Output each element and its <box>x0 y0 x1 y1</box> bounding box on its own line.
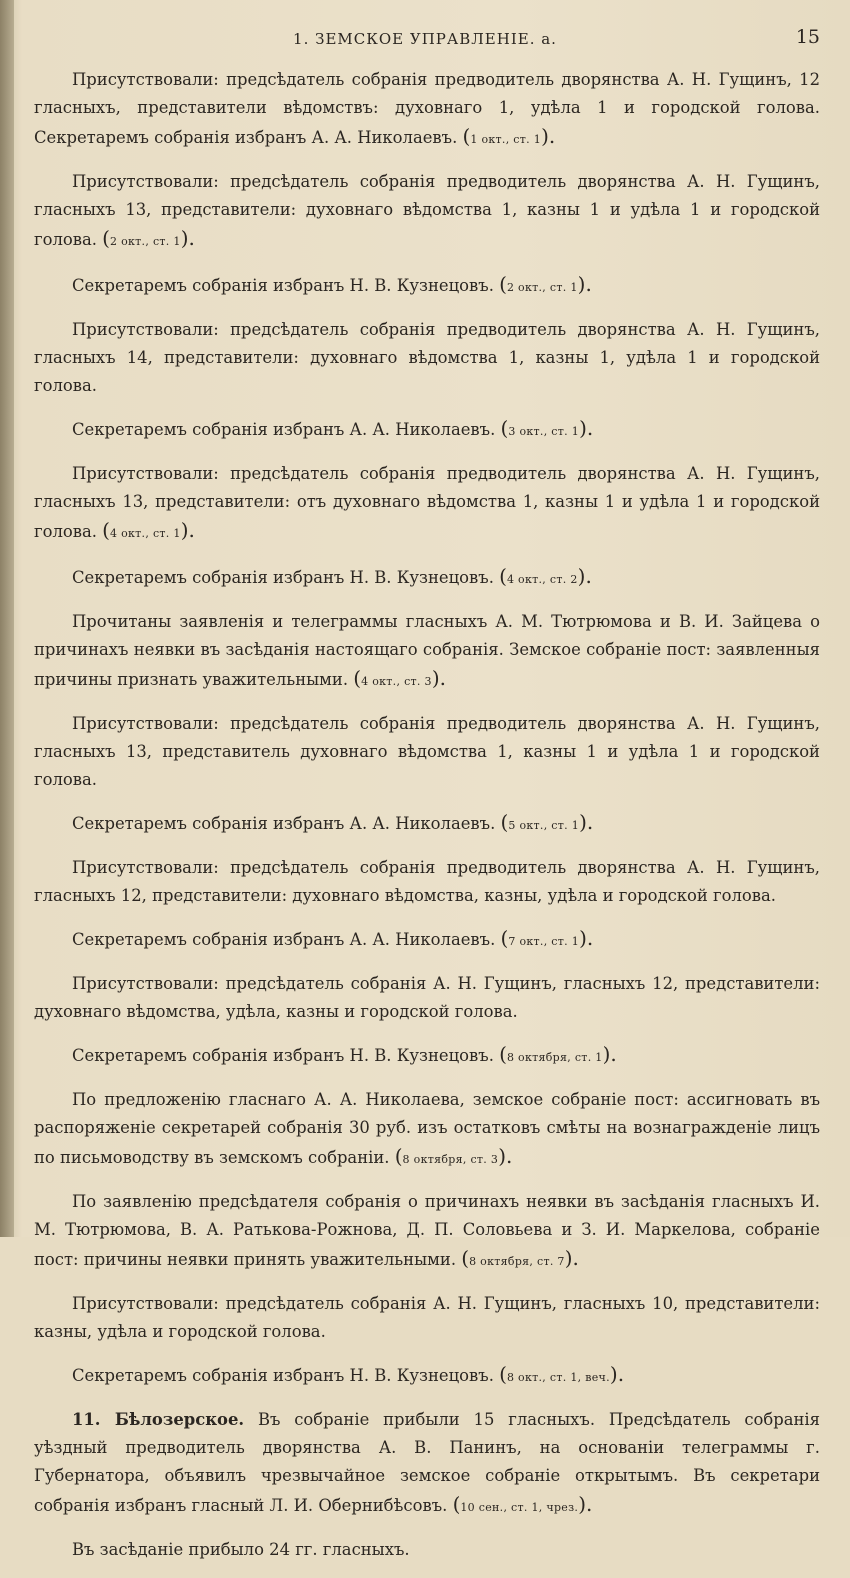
paragraph-text: Присутствовали: предсѣдатель собранія предводитель дворянства А. Н. Гущинъ, гласныхъ 12, представители: духовнаго вѣдомства, казны, удѣла и городской голова. <box>34 858 820 905</box>
paragraph: По заявленію предсѣдателя собранія о причинахъ неявки въ засѣданія гласныхъ И. М. Тютрюмова, В. А. Ратькова-Рожнова, Д. П. Соловьева и З. И. Маркелова, собраніе пост: причины неявки принять уважительными. (8 октября, ст. 7). <box>34 1192 820 1270</box>
paragraph-text: Секретаремъ собранія избранъ Н. В. Кузнецовъ. <box>72 1366 494 1385</box>
citation: 8 октября, ст. 3 <box>402 1153 499 1166</box>
paragraph-text: Присутствовали: предсѣдатель собранія А. Н. Гущинъ, гласныхъ 10, представители: казны, удѣла и городской голова. <box>34 1294 820 1341</box>
paragraph: Присутствовали: предсѣдатель собранія предводитель дворянства А. Н. Гущинъ, гласныхъ 13, представители: духовнаго вѣдомства 1, казны 1 и удѣла 1 и городской голова. (2 окт., ст. 1). <box>34 172 820 250</box>
citation: 10 сен., ст. 1, чрез. <box>460 1501 579 1514</box>
paragraph <box>34 1536 820 1564</box>
paragraph-text: Присутствовали: предсѣдатель собранія предводитель дворянства А. Н. Гущинъ, гласныхъ 13, представители: отъ духовнаго вѣдомства 1, казны 1 и удѣла 1 и городской голова. <box>34 464 820 541</box>
running-head: 1. ЗЕМСКОЕ УПРАВЛЕНІЕ. а. <box>293 30 557 48</box>
page-body <box>34 66 820 1578</box>
paragraph-text: По заявленію предсѣдателя собранія о причинахъ неявки въ засѣданія гласныхъ И. М. Тютрюмова, В. А. Ратькова-Рожнова, Д. П. Соловьева и З. И. Маркелова, собраніе пост: причины неявки принять уважительными. <box>34 1192 820 1269</box>
paragraph: Секретаремъ собранія избранъ А. А. Николаевъ. (7 окт., ст. 1). <box>72 926 594 950</box>
paragraph: Присутствовали: предсѣдатель собранія предводитель дворянства А. Н. Гущинъ, 12 гласныхъ, представители вѣдомствъ: духовнаго 1, удѣла 1 и городской голова. Секретаремъ собранія избранъ А. А. Николаевъ. (1 окт., ст. 1). <box>34 70 820 148</box>
paragraph <box>34 970 820 1026</box>
paragraph: Секретаремъ собранія избранъ А. А. Николаевъ. (3 окт., ст. 1). <box>72 416 594 440</box>
paragraph: Секретаремъ собранія избранъ Н. В. Кузнецовъ. (2 окт., ст. 1). <box>72 272 592 296</box>
paragraph-text: Въ засѣданіе прибыло 24 гг. гласныхъ. <box>72 1540 410 1559</box>
page-header <box>30 26 820 56</box>
book-spine-shadow <box>0 0 14 1237</box>
paragraph-text: Секретаремъ собранія избранъ Н. В. Кузнецовъ. <box>72 276 494 295</box>
paragraph-text: Секретаремъ собранія избранъ А. А. Николаевъ. <box>72 930 496 949</box>
paragraph <box>34 1290 820 1346</box>
paragraph-text: Секретаремъ собранія избранъ А. А. Николаевъ. <box>72 420 496 439</box>
paragraph: Присутствовали: предсѣдатель собранія предводитель дворянства А. Н. Гущинъ, гласныхъ 13, представители: отъ духовнаго вѣдомства 1, казны 1 и удѣла 1 и городской голова. (4 окт., ст. 1). <box>34 464 820 542</box>
citation: 4 окт., ст. 3 <box>361 675 432 688</box>
citation: 8 окт., ст. 1, веч. <box>506 1371 610 1384</box>
paragraph-text: Секретаремъ собранія избранъ Н. В. Кузнецовъ. <box>72 568 494 587</box>
paragraph <box>34 854 820 910</box>
paragraph-text: Прочитаны заявленія и телеграммы гласныхъ А. М. Тютрюмова и В. И. Зайцева о причинахъ неявки въ засѣданія настоящаго собранія. Земское собраніе пост: заявленныя причины признать уважительными. <box>34 612 820 689</box>
paragraph: Прочитаны заявленія и телеграммы гласныхъ А. М. Тютрюмова и В. И. Зайцева о причинахъ неявки въ засѣданія настоящаго собранія. Земское собраніе пост: заявленныя причины признать уважительными. (4 окт., ст. 3). <box>34 612 820 690</box>
paragraph <box>34 710 820 794</box>
paragraph: Секретаремъ собранія избранъ Н. В. Кузнецовъ. (8 октября, ст. 1). <box>72 1042 617 1066</box>
citation: 8 октября, ст. 1 <box>506 1051 603 1064</box>
citation: 1 окт., ст. 1 <box>470 133 542 146</box>
paragraph-text: По предложенію гласнаго А. А. Николаева, земское собраніе пост: ассигновать въ распоряженіе секретарей собранія 30 руб. изъ остатковъ смѣты на вознагражденіе лицъ по письмоводству въ земскомъ собраніи. <box>34 1090 820 1167</box>
paragraph-text: Присутствовали: предсѣдатель собранія предводитель дворянства А. Н. Гущинъ, гласныхъ 13, представители: духовнаго вѣдомства 1, казны 1 и удѣла 1 и городской голова. <box>34 172 820 249</box>
citation: 4 окт., ст. 1 <box>109 527 181 540</box>
paragraph-text: Секретаремъ собранія избранъ Н. В. Кузнецовъ. <box>72 1046 494 1065</box>
paragraph: Секретаремъ собранія избранъ А. А. Николаевъ. (5 окт., ст. 1). <box>72 810 594 834</box>
paragraph <box>34 316 820 400</box>
citation: 4 окт., ст. 2 <box>506 573 578 586</box>
paragraph-text: Секретаремъ собранія избранъ А. А. Николаевъ. <box>72 814 496 833</box>
paragraph: Секретаремъ собранія избранъ Н. В. Кузнецовъ. (8 окт., ст. 1, веч.). <box>72 1362 625 1386</box>
paragraph: Секретаремъ собранія избранъ Н. В. Кузнецовъ. (4 окт., ст. 2). <box>72 564 592 588</box>
paragraph: 11. Бѣлозерское. Въ собраніе прибыли 15 гласныхъ. Предсѣдатель собранія уѣздный предводитель дворянства А. В. Панинъ, на основаніи телеграммы г. Губернатора, объявилъ чрезвычайное земское собраніе открытымъ. Въ секретари собранія избранъ гласный Л. И. Обернибѣсовъ. (10 сен., ст. 1, чрез.). <box>34 1410 821 1516</box>
citation: 2 окт., ст. 1 <box>506 281 578 294</box>
page-number: 15 <box>795 26 820 48</box>
paragraph-text: Присутствовали: предсѣдатель собранія предводитель дворянства А. Н. Гущинъ, гласныхъ 14, представители: духовнаго вѣдомства 1, казны 1, удѣла 1 и городской голова. <box>34 320 820 395</box>
citation: 7 окт., ст. 1 <box>508 935 580 948</box>
paragraph-text: Присутствовали: предсѣдатель собранія предводитель дворянства А. Н. Гущинъ, 12 гласныхъ, представители вѣдомствъ: духовнаго 1, удѣла 1 и городской голова. Секретаремъ собранія избранъ А. А. Николаевъ. <box>34 70 820 147</box>
paragraph-text: Присутствовали: предсѣдатель собранія А. Н. Гущинъ, гласныхъ 12, представители: духовнаго вѣдомства, удѣла, казны и городской голова. <box>34 974 820 1021</box>
citation: 5 окт., ст. 1 <box>508 819 580 832</box>
paragraph-text: Въ собраніе прибыли 15 гласныхъ. Предсѣдатель собранія уѣздный предводитель дворянства А. В. Панинъ, на основаніи телеграммы г. Губернатора, объявилъ чрезвычайное земское собраніе открытымъ. Въ секретари собранія избранъ гласный Л. И. Обернибѣсовъ. <box>34 1410 821 1515</box>
citation: 3 окт., ст. 1 <box>508 425 580 438</box>
paragraph: По предложенію гласнаго А. А. Николаева, земское собраніе пост: ассигновать въ распоряженіе секретарей собранія 30 руб. изъ остатковъ смѣты на вознагражденіе лицъ по письмоводству въ земскомъ собраніи. (8 октября, ст. 3). <box>34 1090 820 1168</box>
citation: 2 окт., ст. 1 <box>109 235 181 248</box>
paragraph-text: Присутствовали: предсѣдатель собранія предводитель дворянства А. Н. Гущинъ, гласныхъ 13, представитель духовнаго вѣдомства 1, казны 1 и удѣла 1 и городской голова. <box>34 714 820 789</box>
citation: 8 октября, ст. 7 <box>469 1255 565 1268</box>
section-heading: 11. Бѣлозерское. <box>72 1410 245 1429</box>
